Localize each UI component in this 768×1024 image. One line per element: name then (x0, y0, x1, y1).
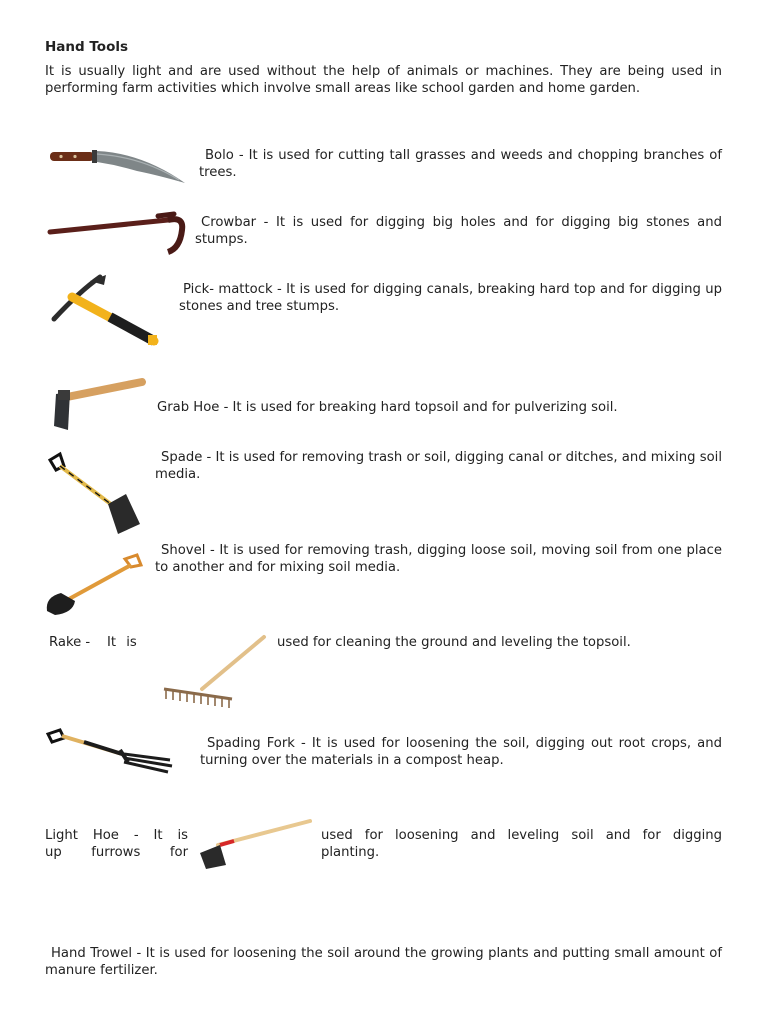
crowbar-description: Crowbar - It is used for digging big holes and for digging big stones and stumps. (195, 215, 722, 247)
hand-trowel-description: Hand Trowel - It is used for loosening the soil around the growing plants and putting small amount of manure fertilizer. (45, 946, 722, 978)
pick-mattock-image (50, 271, 162, 351)
light-hoe-description-line1: used for loosening and leveling soil and for digging (321, 828, 722, 843)
rake-label: Rake - (49, 635, 91, 650)
intro-paragraph: It is usually light and are used without the help of animals or machines. They are being used in performing farm activities which involve small areas like school garden and home garden. (45, 64, 722, 96)
spade-image (46, 452, 142, 536)
rake-it-is: It is (107, 635, 137, 650)
bolo-description: Bolo - It is used for cutting tall grasses and weeds and chopping branches of trees. (199, 148, 722, 180)
light-hoe-label-line1: Light Hoe - It is (45, 828, 188, 843)
crowbar-image (46, 212, 186, 258)
rake-image (160, 633, 268, 713)
spade-description: Spade - It is used for removing trash or soil, digging canal or ditches, and mixing soil media. (155, 450, 722, 482)
pick-mattock-description: Pick- mattock - It is used for digging canals, breaking hard top and for digging up stones and tree stumps. (179, 282, 722, 314)
grab-hoe-image (48, 376, 148, 434)
shovel-description: Shovel - It is used for removing trash, digging loose soil, moving soil from one place to another and for mixing soil media. (155, 543, 722, 575)
light-hoe-label-line2: up furrows for (45, 845, 188, 860)
bolo-image (47, 145, 189, 187)
spading-fork-image (44, 728, 176, 778)
spading-fork-description: Spading Fork - It is used for loosening the soil, digging out root crops, and turning over the materials in a compost heap. (200, 736, 722, 768)
light-hoe-image (198, 815, 314, 875)
light-hoe-description-line2: planting. (321, 845, 380, 860)
page-title: Hand Tools (45, 39, 129, 55)
shovel-image (45, 553, 145, 617)
rake-description: used for cleaning the ground and leveling the topsoil. (277, 635, 631, 650)
grab-hoe-description: Grab Hoe - It is used for breaking hard topsoil and for pulverizing soil. (157, 400, 618, 415)
